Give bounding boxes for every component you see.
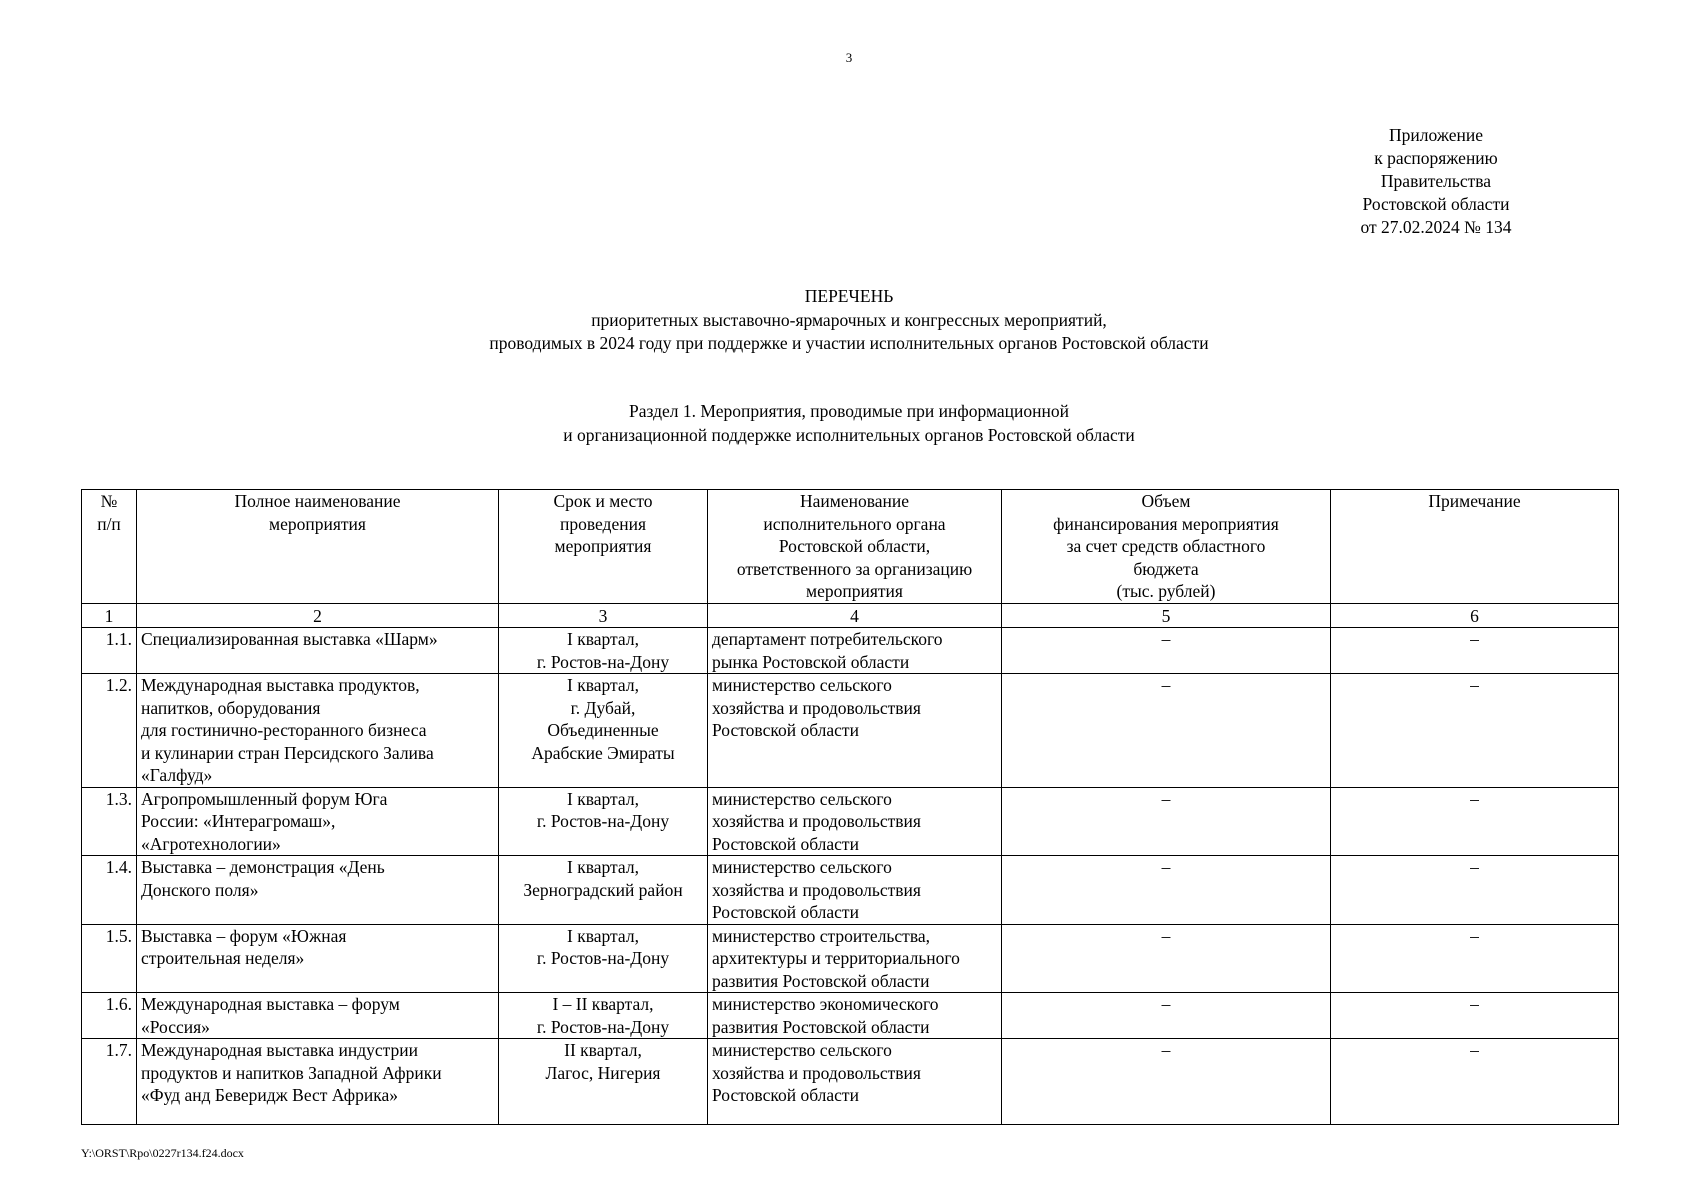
document-title xyxy=(0,285,1698,356)
events-table xyxy=(81,489,1619,1125)
appendix-line: Ростовской области xyxy=(1362,194,1510,214)
header-line: Срок и место xyxy=(553,491,653,511)
cell-line: хозяйства и продовольствия xyxy=(712,811,921,831)
table-row xyxy=(82,787,1619,856)
cell-line: Международная выставка продуктов, xyxy=(141,675,420,695)
row-number: 1.2. xyxy=(82,674,137,788)
cell-line: г. Ростов-на-Дону xyxy=(536,1016,670,1037)
table-row xyxy=(82,1039,1619,1125)
cell-line: Арабские Эмираты xyxy=(531,742,675,763)
note: – xyxy=(1331,856,1619,925)
cell-line: хозяйства и продовольствия xyxy=(712,879,921,900)
cell-line: министерство строительства, xyxy=(712,925,930,946)
financing-amount: – xyxy=(1002,628,1331,674)
responsible-organ xyxy=(708,856,1002,925)
table-row xyxy=(82,924,1619,993)
event-date-place xyxy=(499,674,708,788)
responsible-organ xyxy=(708,1039,1002,1125)
appendix-line: к распоряжению xyxy=(1374,148,1498,168)
cell-line: I квартал, xyxy=(567,788,639,809)
header-line: Наименование xyxy=(799,491,910,511)
cell-line: II квартал, xyxy=(564,1040,642,1060)
note: – xyxy=(1331,924,1619,993)
cell-line: развития Ростовской области xyxy=(712,1016,930,1037)
cell-line: строительная неделя» xyxy=(141,948,305,968)
page-number: 3 xyxy=(845,50,853,65)
note: – xyxy=(1331,787,1619,856)
cell-line: министерство сельского xyxy=(712,857,892,877)
header-line: Ростовской области, xyxy=(778,536,931,556)
table-row xyxy=(82,628,1619,674)
event-name xyxy=(137,993,499,1039)
cell-line: Выставка – демонстрация «День xyxy=(141,857,385,877)
financing-amount: – xyxy=(1002,1039,1331,1125)
header-date-place xyxy=(499,490,708,604)
financing-amount: – xyxy=(1002,924,1331,993)
cell-line: Выставка – форум «Южная xyxy=(141,925,347,946)
financing-amount: – xyxy=(1002,787,1331,856)
table-header-row xyxy=(82,490,1619,604)
header-line: бюджета xyxy=(1133,558,1199,579)
header-line: мероприятия xyxy=(806,581,903,601)
cell-line: хозяйства и продовольствия xyxy=(712,697,921,718)
cell-line: Ростовской области xyxy=(712,833,859,854)
event-date-place xyxy=(499,628,708,674)
event-date-place xyxy=(499,787,708,856)
appendix-line: от 27.02.2024 № 134 xyxy=(1360,217,1512,237)
cell-line: Ростовской области xyxy=(712,902,859,922)
financing-amount: – xyxy=(1002,993,1331,1039)
column-number-row xyxy=(82,604,1619,628)
column-number: 3 xyxy=(499,604,708,628)
row-number: 1.1. xyxy=(82,628,137,674)
financing-amount: – xyxy=(1002,856,1331,925)
header-line: исполнительного органа xyxy=(763,513,946,534)
header-name xyxy=(137,490,499,604)
cell-line: г. Ростов-на-Дону xyxy=(536,651,670,672)
appendix-block xyxy=(1336,124,1536,239)
cell-line: г. Ростов-на-Дону xyxy=(536,948,670,968)
cell-line: Лагос, Нигерия xyxy=(545,1062,661,1083)
header-line: мероприятия xyxy=(269,513,366,534)
row-number: 1.5. xyxy=(82,924,137,993)
event-name xyxy=(137,674,499,788)
cell-line: Международная выставка индустрии xyxy=(141,1040,418,1060)
cell-line: «Галфуд» xyxy=(141,765,213,785)
responsible-organ xyxy=(708,924,1002,993)
column-number: 4 xyxy=(708,604,1002,628)
section-heading xyxy=(0,400,1698,447)
cell-line: архитектуры и территориального xyxy=(712,948,960,968)
header-line: Примечание xyxy=(1428,491,1521,511)
event-name xyxy=(137,856,499,925)
header-line: Объем xyxy=(1141,491,1191,511)
column-number: 2 xyxy=(137,604,499,628)
column-number: 6 xyxy=(1331,604,1619,628)
event-name xyxy=(137,787,499,856)
cell-line: развития Ростовской области xyxy=(712,970,930,991)
header-financing xyxy=(1002,490,1331,604)
cell-line: хозяйства и продовольствия xyxy=(712,1062,921,1083)
cell-line: продуктов и напитков Западной Африки xyxy=(141,1062,442,1083)
section-line: Раздел 1. Мероприятия, проводимые при информационной xyxy=(628,401,1070,421)
cell-line: «Россия» xyxy=(141,1016,210,1037)
cell-line: напитков, оборудования xyxy=(141,697,321,718)
header-line: (тыс. рублей) xyxy=(1116,581,1216,601)
header-num xyxy=(82,490,137,604)
cell-line: рынка Ростовской области xyxy=(712,651,910,672)
header-note xyxy=(1331,490,1619,604)
responsible-organ xyxy=(708,787,1002,856)
note: – xyxy=(1331,993,1619,1039)
title-line: проводимых в 2024 году при поддержке и участии исполнительных органов Ростовской области xyxy=(489,333,1209,353)
responsible-organ xyxy=(708,674,1002,788)
financing-amount: – xyxy=(1002,674,1331,788)
row-number: 1.6. xyxy=(82,993,137,1039)
event-date-place xyxy=(499,856,708,925)
cell-line: I квартал, xyxy=(567,629,639,649)
column-number: 5 xyxy=(1002,604,1331,628)
header-line: мероприятия xyxy=(554,536,652,556)
cell-line: I – II квартал, xyxy=(552,994,654,1014)
row-number: 1.4. xyxy=(82,856,137,925)
cell-line: Агропромышленный форум Юга xyxy=(141,788,388,809)
row-number: 1.7. xyxy=(82,1039,137,1125)
event-name xyxy=(137,924,499,993)
event-date-place xyxy=(499,924,708,993)
event-name xyxy=(137,628,499,674)
cell-line: «Агротехнологии» xyxy=(141,833,281,854)
cell-line: Ростовской области xyxy=(712,720,859,740)
event-name xyxy=(137,1039,499,1125)
cell-line: Специализированная выставка «Шарм» xyxy=(141,629,438,649)
title-line: приоритетных выставочно-ярмарочных и конгрессных мероприятий, xyxy=(591,309,1107,330)
header-line: финансирования мероприятия xyxy=(1053,513,1279,534)
note: – xyxy=(1331,628,1619,674)
cell-line: г. Дубай, xyxy=(570,697,636,718)
table-row xyxy=(82,993,1619,1039)
cell-line: «Фуд анд Беверидж Вест Африка» xyxy=(141,1085,398,1105)
header-line: № xyxy=(100,491,118,511)
cell-line: России: «Интерагромаш», xyxy=(141,811,336,831)
table-row xyxy=(82,856,1619,925)
cell-line: департамент потребительского xyxy=(712,629,943,649)
cell-line: I квартал, xyxy=(567,675,639,695)
cell-line: г. Ростов-на-Дону xyxy=(536,811,670,831)
row-number: 1.3. xyxy=(82,787,137,856)
cell-line: министерство экономического xyxy=(712,994,939,1014)
column-number: 1 xyxy=(82,604,137,628)
cell-line: Ростовской области xyxy=(712,1085,859,1105)
appendix-line: Приложение xyxy=(1389,125,1483,145)
table-row xyxy=(82,674,1619,788)
header-organ xyxy=(708,490,1002,604)
event-date-place xyxy=(499,993,708,1039)
header-line: проведения xyxy=(559,513,646,534)
note: – xyxy=(1331,674,1619,788)
responsible-organ xyxy=(708,993,1002,1039)
cell-line: I квартал, xyxy=(567,925,639,946)
cell-line: Зерноградский район xyxy=(523,879,683,900)
cell-line: министерство сельского xyxy=(712,1040,892,1060)
section-line: и организационной поддержке исполнительных органов Ростовской области xyxy=(563,424,1135,445)
note: – xyxy=(1331,1039,1619,1125)
cell-line: Донского поля» xyxy=(141,879,259,900)
cell-line: министерство сельского xyxy=(712,675,892,695)
header-line: за счет средств областного xyxy=(1066,536,1266,556)
cell-line: и кулинарии стран Персидского Залива xyxy=(141,742,434,763)
header-line: п/п xyxy=(97,513,121,534)
header-line: ответственного за организацию xyxy=(736,558,973,579)
cell-line: I квартал, xyxy=(567,857,639,877)
responsible-organ xyxy=(708,628,1002,674)
cell-line: министерство сельского xyxy=(712,788,892,809)
file-path-footer: Y:\ORST\Rpo\0227r134.f24.docx xyxy=(81,1146,244,1160)
header-line: Полное наименование xyxy=(234,491,401,511)
appendix-line: Правительства xyxy=(1380,171,1492,191)
event-date-place xyxy=(499,1039,708,1125)
title-heading: ПЕРЕЧЕНЬ xyxy=(804,286,894,306)
cell-line: для гостинично-ресторанного бизнеса xyxy=(141,720,427,740)
cell-line: Международная выставка – форум xyxy=(141,994,400,1014)
cell-line: Объединенные xyxy=(547,720,659,740)
